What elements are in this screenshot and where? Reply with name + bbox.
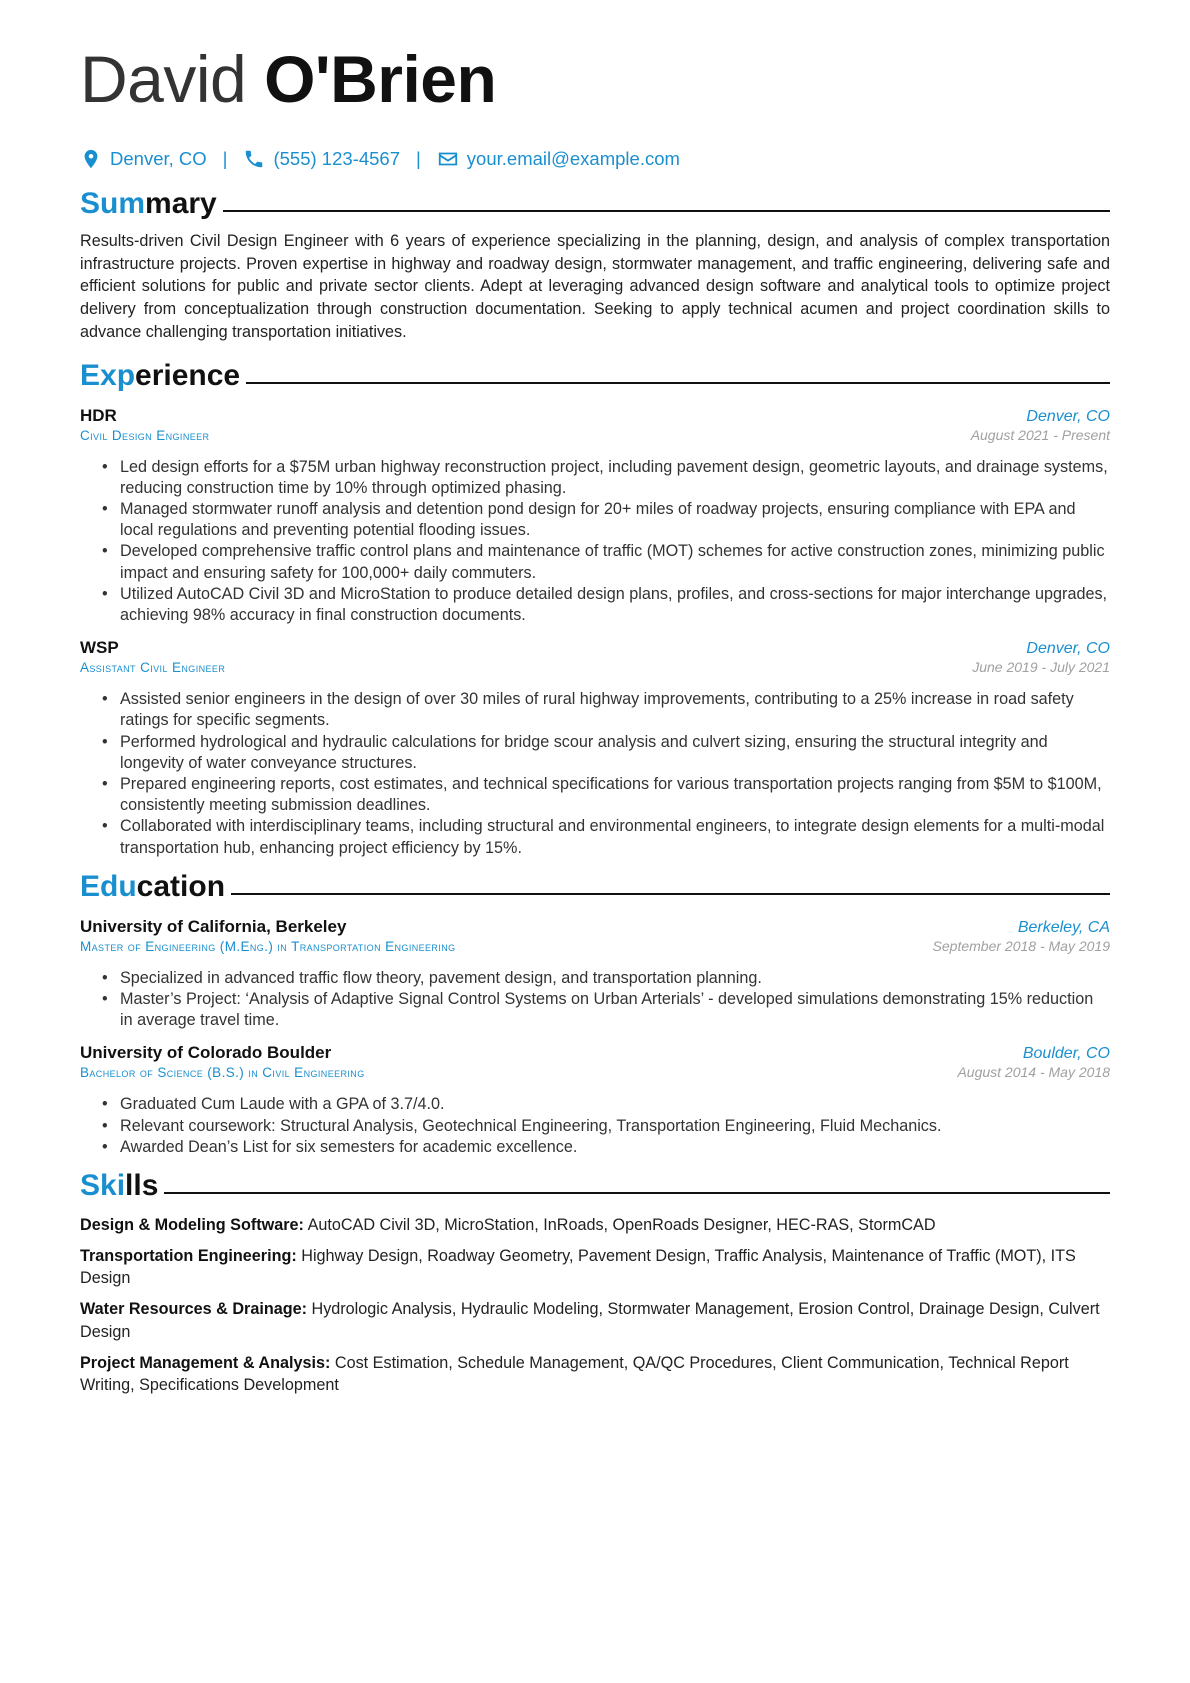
- location-text: Denver, CO: [110, 148, 207, 169]
- employer-name: HDR: [80, 405, 117, 425]
- heading-rest: lls: [125, 1168, 159, 1202]
- contact-separator: |: [415, 148, 421, 169]
- experience-heading: [80, 356, 1110, 396]
- skill-values: Hydrologic Analysis, Hydraulic Modeling, Stormwater Management, Erosion Control, Drainage Design, Culvert Design: [80, 1300, 1100, 1341]
- institution-name: University of California, Berkeley: [80, 916, 347, 936]
- job-title: Civil Design Engineer: [80, 427, 210, 443]
- employer-name: WSP: [80, 638, 119, 658]
- bullet-list: [80, 968, 1110, 1032]
- degree-title: Master of Engineering (M.Eng.) in Transportation Engineering: [80, 938, 456, 954]
- skill-values: AutoCAD Civil 3D, MicroStation, InRoads, OpenRoads Designer, HEC-RAS, StormCAD: [307, 1215, 936, 1234]
- bullet-item: • Graduated Cum Laude with a GPA of 3.7/4.0.: [102, 1094, 1110, 1115]
- section-rule: [223, 210, 1110, 212]
- bullet-list: [80, 457, 1110, 627]
- heading-accent: Edu: [80, 869, 137, 903]
- bullet-item: • Awarded Dean’s List for six semesters for academic excellence.: [102, 1137, 1110, 1158]
- bullet-item: • Master’s Project: ‘Analysis of Adaptive Signal Control Systems on Urban Arterials’ - developed simulations demonstrating 15% reduction in average travel time.: [102, 989, 1110, 1031]
- experience-entry: [80, 638, 1110, 859]
- bullet-item: • Collaborated with interdisciplinary teams, including structural and environmental engineers, to integrate design elements for a multi-modal transportation hub, enhancing project efficiency by 15%.: [102, 816, 1110, 858]
- heading-rest: mary: [145, 187, 217, 220]
- contact-separator: |: [222, 148, 228, 169]
- entry-location: Boulder, CO: [1022, 1045, 1110, 1063]
- entry-location: Denver, CO: [1026, 640, 1110, 658]
- bullet-item: • Prepared engineering reports, cost estimates, and technical specifications for various transportation projects ranging from $5M to $100M, consistently meeting submission deadlines.: [102, 774, 1110, 816]
- map-pin-icon: [80, 148, 102, 170]
- section-rule: [231, 893, 1110, 895]
- bullet-item: • Utilized AutoCAD Civil 3D and MicroStation to produce detailed design plans, profiles, and cross-sections for major interchange upgrades, achieving 98% accuracy in final construction documents.: [102, 584, 1110, 626]
- envelope-icon: [437, 148, 459, 170]
- bullet-item: • Led design efforts for a $75M urban highway reconstruction project, including pavement design, geometric layouts, and drainage systems, reducing construction time by 10% through optimized phasing.: [102, 457, 1110, 499]
- education-heading: [80, 867, 1110, 907]
- phone-text: (555) 123-4567: [273, 148, 400, 169]
- skill-category: Water Resources & Drainage:: [80, 1300, 307, 1319]
- bullet-item: • Developed comprehensive traffic control plans and maintenance of traffic (MOT) schemes for active construction zones, minimizing public impact and ensuring safety for 100,000+ daily commuters.: [102, 541, 1110, 583]
- entry-location: Berkeley, CA: [1017, 918, 1110, 936]
- bullet-list: [80, 689, 1110, 859]
- entry-dates: August 2021 - Present: [970, 426, 1110, 443]
- section-rule: [164, 1192, 1110, 1194]
- skill-line: [80, 1298, 1110, 1343]
- entry-location: Denver, CO: [1026, 407, 1110, 425]
- bullet-list: [80, 1094, 1110, 1158]
- heading-rest: cation: [136, 869, 226, 903]
- entry-dates: September 2018 - May 2019: [932, 937, 1110, 954]
- heading-rest: erience: [135, 358, 241, 392]
- candidate-name: [80, 42, 1110, 116]
- institution-name: University of Colorado Boulder: [80, 1043, 332, 1063]
- summary-text: Results-driven Civil Design Engineer with 6 years of experience specializing in the planning, design, and analysis of complex transportation infrastructure projects. Proven expertise in highway and roadway design, stormwater management, and traffic engineering, delivering safe and efficient solutions for public and private sector clients. Adept at leveraging advanced design software and analytical tools to optimize project delivery from conceptualization through construction documentation. Seeking to apply technical acumen and project coordination skills to advance challenging transportation initiatives.: [80, 232, 1110, 341]
- section-rule: [246, 382, 1110, 384]
- skill-category: Project Management & Analysis:: [80, 1353, 331, 1372]
- skill-category: Transportation Engineering:: [80, 1246, 297, 1265]
- bullet-item: • Managed stormwater runoff analysis and detention pond design for 20+ miles of roadway projects, ensuring compliance with EPA and local regulations and preventing potential flooding issues.: [102, 499, 1110, 541]
- entry-dates: June 2019 - July 2021: [972, 659, 1110, 676]
- skill-values: Cost Estimation, Schedule Management, QA/QC Procedures, Client Communication, Technical Report Writing, Specifications Development: [80, 1353, 1069, 1395]
- skill-values: Highway Design, Roadway Geometry, Pavement Design, Traffic Analysis, Maintenance of Traffic (MOT), ITS Design: [80, 1246, 1076, 1288]
- heading-accent: Ski: [80, 1168, 126, 1202]
- bullet-item: • Relevant coursework: Structural Analysis, Geotechnical Engineering, Transportation Engineering, Fluid Mechanics.: [102, 1116, 1110, 1137]
- bullet-item: • Performed hydrological and hydraulic calculations for bridge scour analysis and culvert sizing, ensuring the structural integrity and longevity of water conveyance structures.: [102, 732, 1110, 774]
- contact-email[interactable]: [437, 148, 680, 170]
- phone-icon: [243, 148, 265, 170]
- first-name: David: [80, 42, 247, 116]
- skill-line: [80, 1245, 1110, 1290]
- summary-heading: [80, 184, 1110, 224]
- heading-accent: Exp: [80, 358, 136, 392]
- education-entry: [80, 917, 1110, 1032]
- bullet-item: • Specialized in advanced traffic flow theory, pavement design, and transportation planning.: [102, 968, 1110, 989]
- heading-accent: Sum: [80, 187, 146, 220]
- last-name: O'Brien: [264, 42, 497, 116]
- degree-title: Bachelor of Science (B.S.) in Civil Engineering: [80, 1065, 365, 1081]
- email-link: your.email@example.com: [466, 148, 680, 169]
- contact-phone[interactable]: [243, 148, 400, 170]
- contact-bar: [80, 146, 1110, 172]
- entry-dates: August 2014 - May 2018: [957, 1064, 1110, 1081]
- skill-category: Design & Modeling Software:: [80, 1215, 304, 1234]
- skills-heading: [80, 1166, 1110, 1206]
- skill-line: [80, 1214, 1110, 1237]
- skill-line: [80, 1352, 1110, 1397]
- contact-location: [80, 148, 207, 170]
- education-entry: [80, 1043, 1110, 1158]
- experience-entry: [80, 406, 1110, 627]
- bullet-item: • Assisted senior engineers in the design of over 30 miles of rural highway improvements, contributing to a 25% increase in road safety ratings for specific segments.: [102, 689, 1110, 731]
- job-title: Assistant Civil Engineer: [80, 660, 226, 676]
